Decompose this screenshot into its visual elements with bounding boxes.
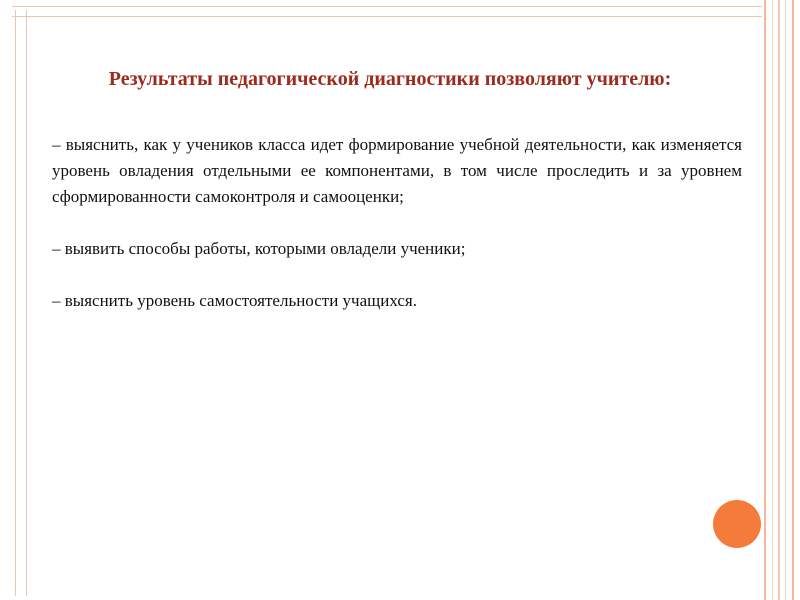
decorative-frame-right <box>764 0 796 600</box>
body-paragraph-3: – выяснить уровень самостоятельности учащихся. <box>52 291 417 310</box>
slide-title: Результаты педагогической диагностики позволяют учителю: <box>108 68 672 90</box>
decorative-frame-left <box>15 10 27 596</box>
decorative-frame-right-line <box>778 0 780 600</box>
slide-body <box>52 132 742 314</box>
body-paragraph-2: – выявить способы работы, которыми овладели ученики; <box>52 239 466 258</box>
body-paragraph-1: – выяснить, как у учеников класса идет формирование учебной деятельности, как изменяется уровень овладения отдельными ее компонентами, в том числе проследить и за уровнем сформированности самоконтроля и самооценки; <box>52 135 742 206</box>
decorative-frame-top <box>12 6 762 17</box>
decorative-circle <box>713 500 761 548</box>
